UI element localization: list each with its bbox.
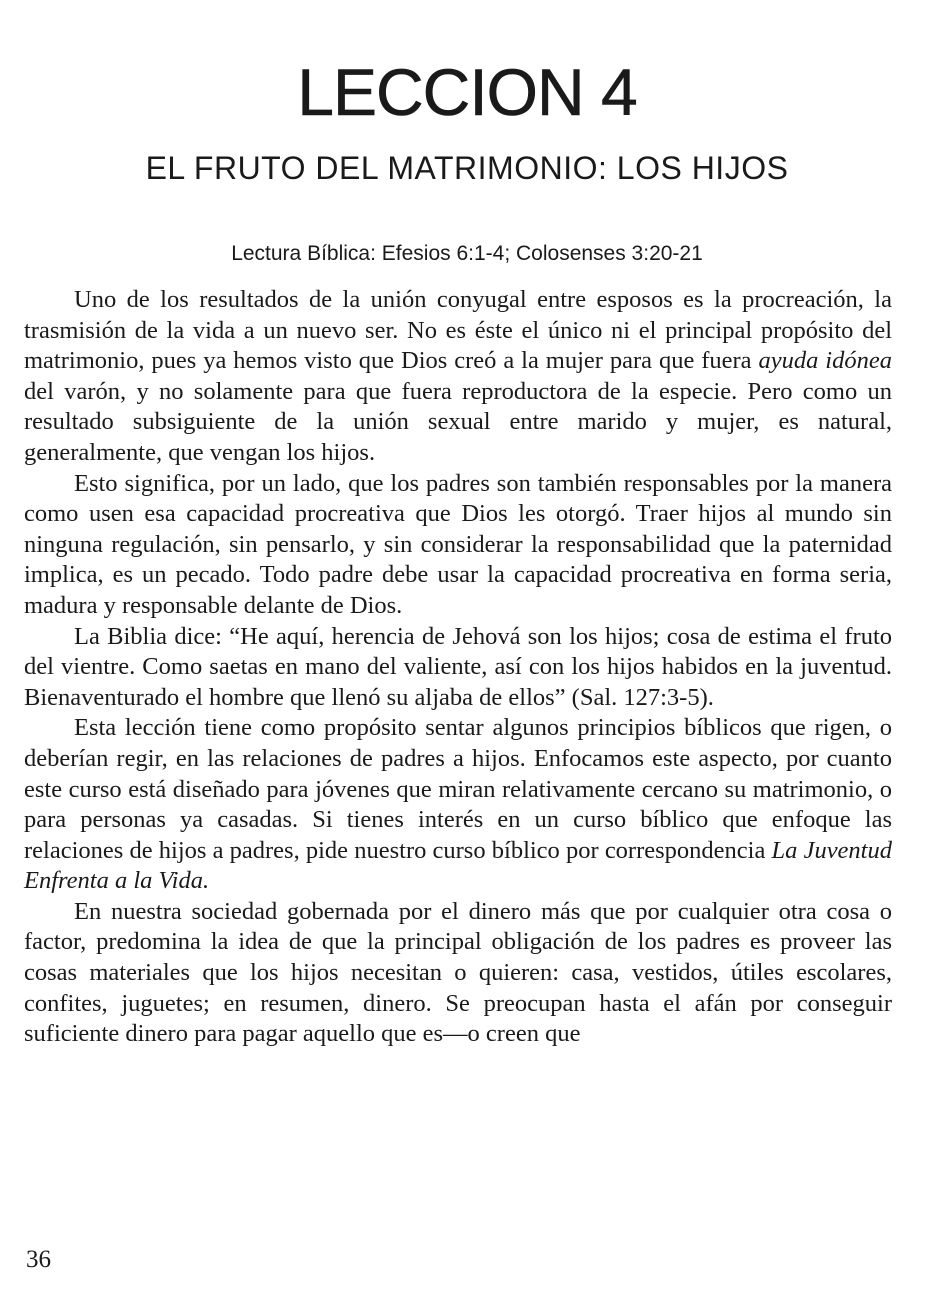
paragraph-3: La Biblia dice: “He aquí, herencia de Jehová son los hijos; cosa de estima el fruto del vientre. Como saetas en mano del valiente, así con los hijos habidos en la juventud. Bienaventurado el hombre que llenó su aljaba de ellos” (Sal. 127:3-5). bbox=[24, 622, 892, 711]
paragraph-1-text-start: Uno de los resultados de la unión conyugal entre esposos es la procreación, la trasmisión de la vida a un nuevo ser. No es éste el único ni el principal propósito del matrimonio, pues ya hemos visto que Dios creó a la mujer para que fuera bbox=[24, 286, 892, 375]
paragraph-2: Esto significa, por un lado, que los padres son también responsables por la manera como usen esa capacidad procreativa que Dios les otorgó. Traer hijos al mundo sin ninguna regulación, sin pensarlo, y sin considerar la responsabilidad que la paternidad implica, es un pecado. Todo padre debe usar la capacidad procreativa en forma seria, madura y responsable delante de Dios. bbox=[24, 469, 892, 619]
paragraph-4-emphasis: La Juventud Enfrenta a la Vida. bbox=[24, 836, 892, 895]
lesson-title: LECCION 4 bbox=[297, 55, 637, 129]
bible-reading-reference: Lectura Bíblica: Efesios 6:1-4; Colosenses 3:20-21 bbox=[231, 242, 703, 265]
paragraph-1 bbox=[24, 285, 892, 469]
paragraph-4 bbox=[24, 713, 892, 897]
lesson-body bbox=[24, 285, 892, 1050]
paragraph-4-text-start: Esta lección tiene como propósito sentar algunos principios bíblicos que rigen, o deberían regir, en las relaciones de padres a hijos. Enfocamos este aspecto, por cuanto este curso está diseñado para jóvenes que miran relativamente cercano su matrimonio, o para personas ya casadas. Si tienes interés en un curso bíblico que enfoque las relaciones de hijos a padres, pide nuestro curso bíblico por correspondencia bbox=[24, 714, 892, 864]
paragraph-5: En nuestra sociedad gobernada por el dinero más que por cualquier otra cosa o factor, predomina la idea de que la principal obligación de los padres es proveer las cosas materiales que los hijos necesitan o quieren: casa, vestidos, útiles escolares, confites, juguetes; en resumen, dinero. Se preocupan hasta el afán por conseguir suficiente dinero para pagar aquello que es—o creen que bbox=[24, 897, 892, 1048]
lesson-subtitle: EL FRUTO DEL MATRIMONIO: LOS HIJOS bbox=[145, 150, 789, 186]
page-number: 36 bbox=[26, 1246, 51, 1273]
paragraph-1-text-end: del varón, y no solamente para que fuera reproductora de la especie. Pero como un resultado subsiguiente de la unión sexual entre marido y mujer, es natural, generalmente, que vengan los hijos. bbox=[24, 377, 892, 466]
paragraph-1-emphasis: ayuda idónea bbox=[758, 347, 892, 375]
